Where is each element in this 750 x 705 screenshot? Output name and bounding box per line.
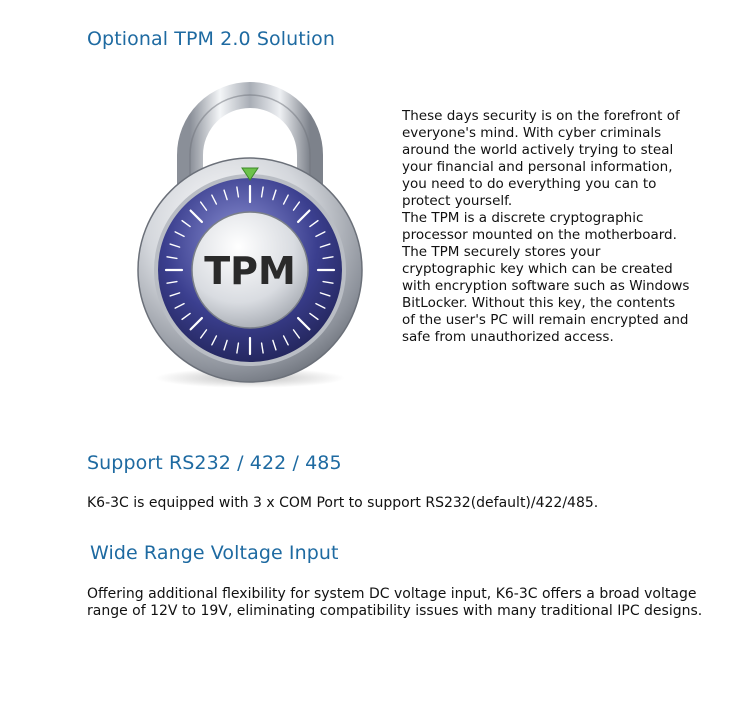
voltage-description: Offering additional flexibility for system DC voltage input, K6-3C offers a broad voltage range of 12V to 19V, eliminating compatibility issues with many traditional IPC designs. [87, 586, 703, 619]
tpm-paragraph-2: The TPM is a discrete cryptographic processor mounted on the motherboard. The TPM securely stores your cryptographic key which can be created with encryption software such as Windows BitLocker. Without this key, the contents of the user's PC will remain encrypted and safe from unauthorized access. [402, 210, 690, 345]
padlock-icon [130, 80, 370, 390]
rs-description: K6-3C is equipped with 3 x COM Port to support RS232(default)/422/485. [87, 495, 599, 511]
voltage-section-title: Wide Range Voltage Input [90, 542, 339, 564]
tpm-section-title: Optional TPM 2.0 Solution [87, 28, 336, 50]
rs-section-title: Support RS232 / 422 / 485 [87, 452, 342, 474]
lock-label: TPM [204, 249, 296, 293]
tpm-paragraph-1: These days security is on the forefront of everyone's mind. With cyber criminals around the world actively trying to steal your financial and personal information, you need to do everything you can to protect yourself. [402, 108, 680, 209]
tpm-description [402, 108, 692, 346]
